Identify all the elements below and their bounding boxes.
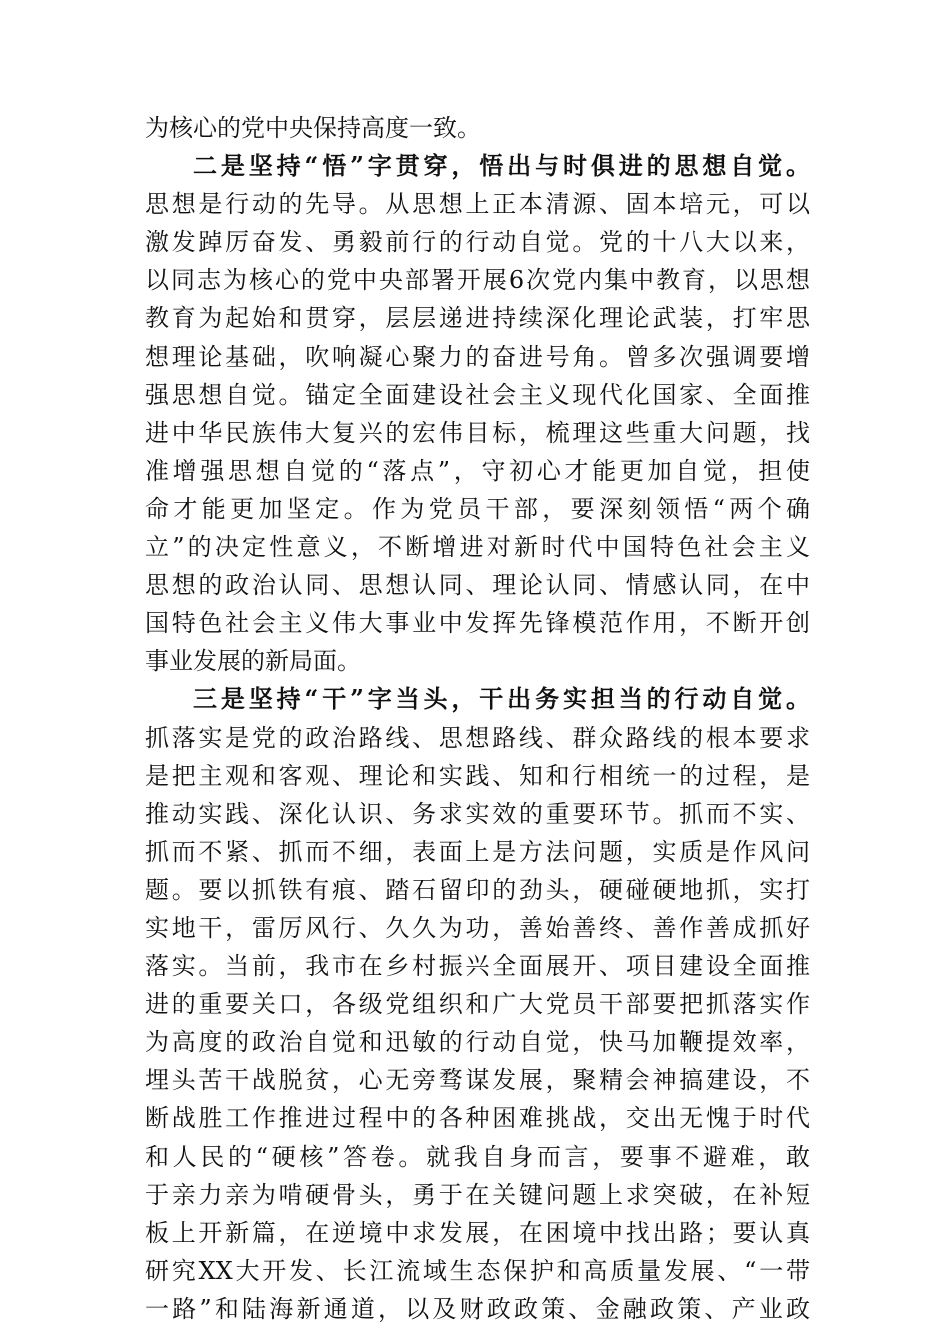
body-text-line: 想理论基础，吹响凝心聚力的奋进号角。曾多次强调要增 [145, 342, 810, 371]
body-text-line: 一路”和陆海新通道，以及财政政策、金融政策、产业政 [145, 1294, 810, 1323]
body-text-line: 国特色社会主义伟大事业中发挥先锋模范作用，不断开创 [145, 609, 810, 638]
body-text-line: 进中华民族伟大复兴的宏伟目标，梳理这些重大问题，找 [145, 418, 810, 447]
body-text-line: 事业发展的新局面。 [145, 647, 361, 676]
body-text-line: 题。要以抓铁有痕、踏石留印的劲头，硬碰硬地抓，实打 [145, 875, 810, 904]
body-text-line: 推动实践、深化认识、务求实效的重要环节。抓而不实、 [145, 799, 810, 828]
section-heading-line: 三是坚持“干”字当头，干出务实担当的行动自觉。 [193, 684, 810, 714]
body-text-line: 实地干，雷厉风行、久久为功，善始善终、善作善成抓好 [145, 913, 810, 942]
body-text-line: 强思想自觉。锚定全面建设社会主义现代化国家、全面推 [145, 380, 810, 409]
body-text-line: 以同志为核心的党中央部署开展6次党内集中教育，以思想 [145, 266, 810, 295]
body-text-line: 思想的政治认同、思想认同、理论认同、情感认同，在中 [145, 571, 810, 600]
body-text-line: 教育为起始和贯穿，层层递进持续深化理论武装，打牢思 [145, 304, 810, 333]
body-text-line: 于亲力亲为啃硬骨头，勇于在关键问题上求突破，在补短 [145, 1180, 810, 1209]
body-text-line: 抓落实是党的政治路线、思想路线、群众路线的根本要求 [145, 723, 810, 752]
body-text-line: 为高度的政治自觉和迅敏的行动自觉，快马加鞭提效率， [145, 1028, 810, 1057]
body-text-line: 落实。当前，我市在乡村振兴全面展开、项目建设全面推 [145, 952, 810, 981]
body-text-line: 为核心的党中央保持高度一致。 [145, 114, 481, 142]
body-text-line: 准增强思想自觉的“落点”，守初心才能更加自觉，担使 [145, 456, 810, 485]
section-heading-line: 二是坚持“悟”字贯穿，悟出与时俱进的思想自觉。 [193, 151, 810, 181]
body-text-line: 断战胜工作推进过程中的各种困难挑战，交出无愧于时代 [145, 1104, 810, 1133]
document-body [145, 109, 810, 1328]
body-text-line: 思想是行动的先导。从思想上正本清源、固本培元，可以 [145, 190, 810, 219]
body-text-line: 进的重要关口，各级党组织和广大党员干部要把抓落实作 [145, 990, 810, 1019]
body-text-line: 板上开新篇，在逆境中求发展，在困境中找出路；要认真 [145, 1218, 810, 1247]
body-text-line: 埋头苦干战脱贫，心无旁骛谋发展，聚精会神搞建设，不 [145, 1066, 810, 1095]
body-text-line: 立”的决定性意义，不断增进对新时代中国特色社会主义 [145, 533, 810, 562]
body-text-line: 研究XX大开发、长江流域生态保护和高质量发展、“一带 [145, 1256, 810, 1285]
body-text-line: 激发踔厉奋发、勇毅前行的行动自觉。党的十八大以来， [145, 228, 810, 257]
body-text-line: 是把主观和客观、理论和实践、知和行相统一的过程，是 [145, 761, 810, 790]
body-text-line: 和人民的“硬核”答卷。就我自身而言，要事不避难，敢 [145, 1142, 810, 1171]
body-text-line: 抓而不紧、抓而不细，表面上是方法问题，实质是作风问 [145, 837, 810, 866]
body-text-line: 命才能更加坚定。作为党员干部，要深刻领悟“两个确 [145, 494, 810, 523]
